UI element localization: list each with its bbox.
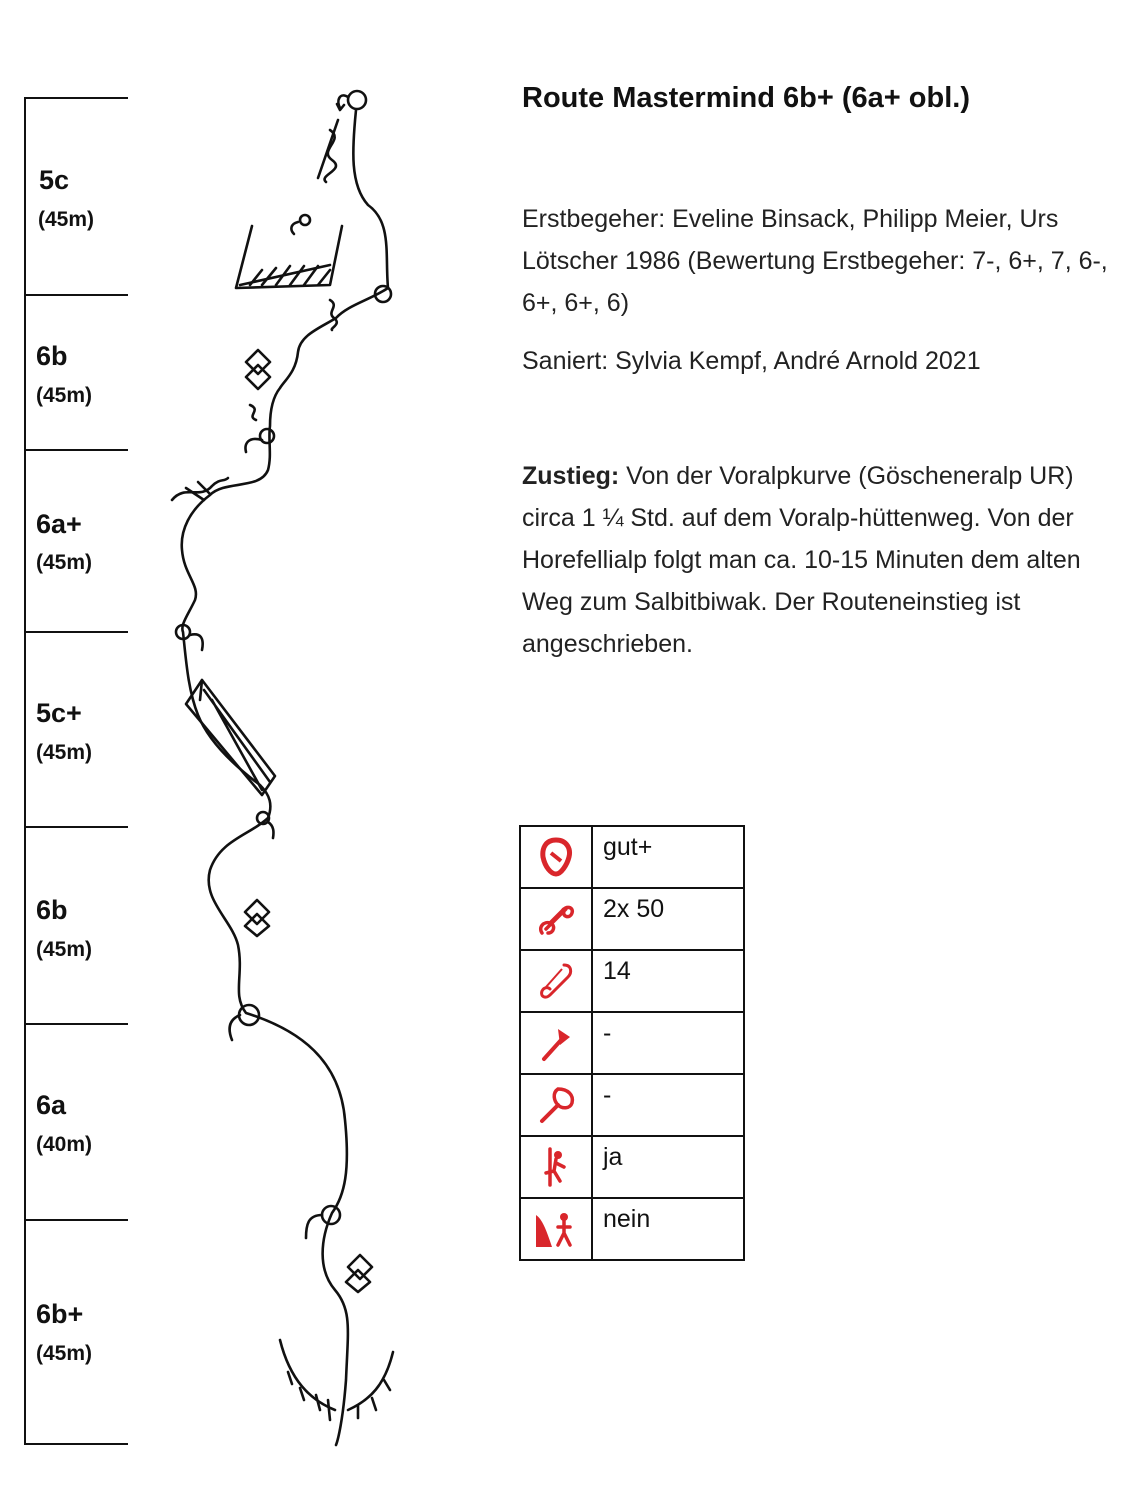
gear-row — [520, 1012, 744, 1074]
gear-row — [520, 950, 744, 1012]
pitch-scale — [0, 0, 140, 1500]
pitch-length: (45m) — [36, 551, 93, 574]
pitch-grade: 6a — [36, 1090, 67, 1120]
pitch-grade: 6b — [36, 895, 68, 925]
pitch-length: (45m) — [36, 938, 93, 961]
nut-icon — [536, 1085, 576, 1125]
pitch-length: (45m) — [36, 384, 93, 407]
abseil-icon — [536, 1147, 576, 1187]
scale-tick — [24, 1443, 128, 1445]
pitch-length: (45m) — [38, 208, 95, 231]
pitch-grade: 5c — [39, 165, 70, 195]
gear-row — [520, 1136, 744, 1198]
pitch-grade: 6a+ — [36, 509, 82, 539]
abseil-arrow-icon — [268, 822, 273, 838]
route-title: Route Mastermind 6b+ (6a+ obl.) — [522, 82, 970, 114]
gear-value: ja — [592, 1136, 744, 1198]
pitch-length: (45m) — [36, 1342, 93, 1365]
belay-icon — [348, 91, 366, 109]
gear-value: - — [592, 1012, 744, 1074]
gear-icon-cell — [520, 1136, 592, 1198]
pitch-grade: 6b+ — [36, 1299, 84, 1329]
roof-icon — [236, 226, 342, 288]
abseil-arrow-icon — [190, 634, 203, 650]
gear-row — [520, 1198, 744, 1260]
gear-value: - — [592, 1074, 744, 1136]
pitch-length: (40m) — [36, 1133, 93, 1156]
gear-value: 14 — [592, 950, 744, 1012]
first-ascent-text: Erstbegeher: Eveline Binsack, Philipp Meier, Urs Lötscher 1986 (Bewertung Erstbegeher: 7-, 6+, 7, 6-, 6+, 6+, 6) — [522, 205, 1108, 317]
gear-row — [520, 888, 744, 950]
gear-icon-cell — [520, 1074, 592, 1136]
gear-icon-cell — [520, 826, 592, 888]
approach-label: Zustieg: — [522, 462, 620, 490]
scale-tick — [24, 449, 128, 451]
gear-value: gut+ — [592, 826, 744, 888]
piton-icon — [536, 1023, 576, 1063]
quickdraw-icon — [536, 961, 576, 1001]
rope-icon — [536, 899, 576, 939]
pitch-grade: 6b — [36, 341, 68, 371]
gear-row — [520, 1074, 744, 1136]
scale-tick — [24, 97, 128, 99]
route-line — [182, 110, 388, 1445]
gear-value: nein — [592, 1198, 744, 1260]
pitch-length: (45m) — [36, 741, 93, 764]
gear-icon-cell — [520, 1198, 592, 1260]
abseil-arrow-icon — [246, 439, 262, 452]
approach-text — [522, 455, 1112, 665]
scale-tick — [24, 1023, 128, 1025]
scale-tick — [24, 826, 128, 828]
crack-icon — [330, 300, 337, 330]
crack-icon — [250, 405, 256, 420]
slab-icon — [245, 900, 269, 924]
restored-text: Saniert: Sylvia Kempf, André Arnold 2021 — [522, 347, 981, 375]
gear-icon-cell — [520, 1012, 592, 1074]
gear-table — [519, 825, 745, 1261]
gear-value: 2x 50 — [592, 888, 744, 950]
scale-tick — [24, 1219, 128, 1221]
approach-description: Von der Voralpkurve (Göscheneralp UR) circa 1 ¼ Std. auf dem Voralp-hüttenweg. Von der Horefellialp folgt man ca. 10-15 Minuten dem alten Weg zum Salbitbiwak. Der Routeneinstieg ist angeschrieben. — [522, 462, 1081, 658]
route-topo-drawing — [140, 60, 460, 1460]
pitch-grade: 5c+ — [36, 698, 82, 728]
abseil-arrow-icon — [306, 1215, 322, 1238]
gear-icon-cell — [520, 888, 592, 950]
slab-icon — [246, 350, 270, 374]
scale-tick — [24, 631, 128, 633]
gear-icon-cell — [520, 950, 592, 1012]
rock-quality-icon — [539, 837, 573, 877]
gear-row — [520, 826, 744, 888]
scale-tick — [24, 294, 128, 296]
scale-vertical-line — [24, 97, 26, 1445]
descent-on-foot-icon — [534, 1209, 578, 1249]
